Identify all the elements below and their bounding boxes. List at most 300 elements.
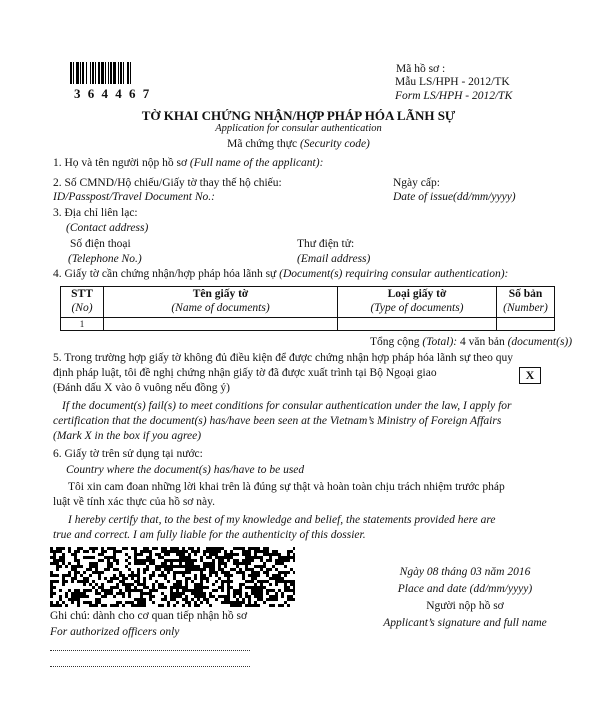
- code-module: [149, 592, 152, 595]
- code-module: [83, 583, 86, 586]
- code-module: [251, 556, 254, 559]
- code-module: [152, 595, 155, 598]
- code-module: [209, 604, 212, 607]
- code-module: [230, 574, 233, 577]
- code-module: [263, 550, 266, 553]
- code-module: [68, 562, 71, 565]
- code-module: [251, 580, 254, 583]
- code-module: [278, 577, 281, 580]
- code-module: [95, 598, 98, 601]
- code-module: [167, 559, 170, 562]
- code-module: [236, 571, 239, 574]
- code-module: [287, 586, 290, 589]
- code-module: [236, 565, 239, 568]
- note-label-en: For authorized officers only: [50, 626, 180, 638]
- code-module: [233, 604, 236, 607]
- code-module: [101, 550, 104, 553]
- code-module: [74, 592, 77, 595]
- code-module: [227, 577, 230, 580]
- table-row: [61, 317, 555, 331]
- code-module: [233, 589, 236, 592]
- code-module: [128, 583, 131, 586]
- code-module: [98, 586, 101, 589]
- code-module: [137, 580, 140, 583]
- code-module: [287, 589, 290, 592]
- code-module: [167, 568, 170, 571]
- code-module: [95, 568, 98, 571]
- code-module: [50, 580, 53, 583]
- code-module: [215, 553, 218, 556]
- code-module: [149, 556, 152, 559]
- code-module: [251, 577, 254, 580]
- officer-line-1: [50, 650, 250, 651]
- code-module: [77, 559, 80, 562]
- code-module: [224, 562, 227, 565]
- code-module: [149, 598, 152, 601]
- code-module: [146, 565, 149, 568]
- code-module: [239, 562, 242, 565]
- code-module: [200, 586, 203, 589]
- code-module: [242, 601, 245, 604]
- code-module: [185, 562, 188, 565]
- issue-date-label-en: Date of issue(dd/mm/yyyy): [393, 191, 516, 203]
- code-module: [212, 589, 215, 592]
- code-module: [89, 601, 92, 604]
- code-module: [281, 562, 284, 565]
- code-module: [227, 592, 230, 595]
- code-module: [179, 595, 182, 598]
- code-module: [56, 550, 59, 553]
- code-module: [170, 592, 173, 595]
- code-module: [125, 589, 128, 592]
- code-module: [59, 598, 62, 601]
- code-module: [152, 571, 155, 574]
- code-module: [221, 556, 224, 559]
- code-module: [98, 577, 101, 580]
- code-module: [284, 556, 287, 559]
- code-module: [80, 574, 83, 577]
- barcode-number: 3 6 4 4 6 7: [74, 86, 152, 101]
- code-module: [146, 568, 149, 571]
- code-module: [272, 604, 275, 607]
- code-module: [50, 595, 53, 598]
- code-module: [77, 592, 80, 595]
- code-module: [212, 565, 215, 568]
- code-module: [263, 601, 266, 604]
- code-module: [239, 589, 242, 592]
- code-module: [119, 550, 122, 553]
- code-module: [254, 589, 257, 592]
- code-module: [269, 559, 272, 562]
- code-module: [179, 583, 182, 586]
- code-module: [170, 565, 173, 568]
- code-module: [95, 565, 98, 568]
- code-module: [128, 589, 131, 592]
- code-module: [128, 595, 131, 598]
- code-module: [161, 592, 164, 595]
- code-module: [71, 601, 74, 604]
- code-module: [221, 601, 224, 604]
- code-module: [77, 547, 80, 550]
- code-module: [143, 601, 146, 604]
- place-date-label: Place and date (dd/mm/yyyy): [397, 583, 533, 595]
- code-module: [272, 553, 275, 556]
- code-module: [164, 586, 167, 589]
- code-module: [170, 589, 173, 592]
- code-module: [176, 565, 179, 568]
- code-module: [281, 580, 284, 583]
- code-module: [131, 589, 134, 592]
- code-module: [194, 577, 197, 580]
- code-module: [173, 586, 176, 589]
- code-module: [89, 562, 92, 565]
- applicant-label: Người nộp hồ sơ: [426, 600, 504, 612]
- code-module: [50, 556, 53, 559]
- code-module: [92, 547, 95, 550]
- code-module: [143, 562, 146, 565]
- code-module: [74, 568, 77, 571]
- code-module: [275, 592, 278, 595]
- agree-checkbox[interactable]: X: [519, 367, 541, 384]
- code-module: [290, 583, 293, 586]
- code-module: [155, 547, 158, 550]
- code-module: [287, 559, 290, 562]
- code-module: [131, 577, 134, 580]
- code-module: [275, 577, 278, 580]
- code-module: [194, 559, 197, 562]
- code-module: [209, 568, 212, 571]
- code-module: [173, 577, 176, 580]
- code-module: [272, 550, 275, 553]
- code-module: [236, 553, 239, 556]
- code-module: [215, 550, 218, 553]
- code-module: [263, 580, 266, 583]
- code-module: [218, 562, 221, 565]
- code-module: [80, 595, 83, 598]
- code-module: [113, 595, 116, 598]
- code-module: [71, 592, 74, 595]
- code-module: [251, 571, 254, 574]
- section5-line2: định pháp luật, tôi đề nghị chứng nhận giấy tờ đã được xuất trình tại Bộ Ngoại giao: [53, 367, 437, 379]
- code-module: [185, 580, 188, 583]
- code-module: [182, 574, 185, 577]
- id-field-label: 2. Số CMND/Hộ chiếu/Giấy tờ thay thế hộ chiếu:: [53, 177, 282, 189]
- code-module: [290, 598, 293, 601]
- code-module: [293, 592, 295, 595]
- code-module: [218, 565, 221, 568]
- code-module: [149, 595, 152, 598]
- page-subtitle: Application for consular authentication: [215, 123, 382, 134]
- code-module: [125, 586, 128, 589]
- code-module: [146, 547, 149, 550]
- code-module: [248, 601, 251, 604]
- code-module: [257, 571, 260, 574]
- code-module: [80, 547, 83, 550]
- code-module: [110, 577, 113, 580]
- code-module: [254, 547, 257, 550]
- code-module: [164, 547, 167, 550]
- code-module: [164, 565, 167, 568]
- code-module: [113, 568, 116, 571]
- code-module: [125, 601, 128, 604]
- code-module: [182, 553, 185, 556]
- code-module: [92, 550, 95, 553]
- code-module: [197, 565, 200, 568]
- code-module: [68, 598, 71, 601]
- code-module: [101, 553, 104, 556]
- code-module: [197, 547, 200, 550]
- code-module: [107, 547, 110, 550]
- code-module: [260, 583, 263, 586]
- code-module: [290, 589, 293, 592]
- code-module: [293, 598, 295, 601]
- code-module: [74, 553, 77, 556]
- code-module: [62, 574, 65, 577]
- code-module: [212, 553, 215, 556]
- code-module: [101, 571, 104, 574]
- code-module: [65, 574, 68, 577]
- code-module: [77, 580, 80, 583]
- code-module: [293, 556, 295, 559]
- code-module: [287, 595, 290, 598]
- code-module: [197, 595, 200, 598]
- declaration-en-line1: I hereby certify that, to the best of my knowledge and belief, the statements provided here are: [68, 514, 496, 526]
- code-module: [98, 571, 101, 574]
- code-module: [188, 568, 191, 571]
- code-module: [152, 562, 155, 565]
- code-module: [83, 577, 86, 580]
- code-module: [206, 562, 209, 565]
- code-module: [89, 547, 92, 550]
- code-module: [62, 556, 65, 559]
- code-module: [74, 565, 77, 568]
- code-module: [221, 559, 224, 562]
- code-module: [122, 595, 125, 598]
- code-module: [137, 583, 140, 586]
- code-module: [56, 562, 59, 565]
- code-module: [209, 562, 212, 565]
- code-module: [182, 598, 185, 601]
- code-module: [251, 604, 254, 607]
- code-module: [65, 565, 68, 568]
- code-module: [140, 595, 143, 598]
- code-module: [236, 601, 239, 604]
- code-module: [254, 565, 257, 568]
- code-module: [254, 574, 257, 577]
- code-module: [164, 577, 167, 580]
- table-cell: [104, 317, 338, 331]
- code-module: [134, 586, 137, 589]
- code-module: [158, 574, 161, 577]
- code-module: [77, 571, 80, 574]
- sign-date: Ngày 08 tháng 03 năm 2016: [399, 566, 531, 578]
- code-module: [53, 553, 56, 556]
- code-module: [95, 547, 98, 550]
- code-module: [110, 565, 113, 568]
- code-module: [185, 577, 188, 580]
- code-module: [266, 592, 269, 595]
- code-module: [95, 592, 98, 595]
- code-module: [137, 577, 140, 580]
- section5-en3: (Mark X in the box if you agree): [53, 430, 202, 442]
- code-module: [137, 568, 140, 571]
- code-module: [170, 562, 173, 565]
- security-code-label: Mã chứng thực (Security code): [227, 138, 370, 150]
- code-module: [290, 568, 293, 571]
- code-module: [104, 604, 107, 607]
- code-module: [173, 571, 176, 574]
- code-module: [191, 562, 194, 565]
- code-module: [89, 604, 92, 607]
- code-module: [116, 550, 119, 553]
- code-module: [188, 589, 191, 592]
- code-module: [215, 571, 218, 574]
- code-module: [197, 583, 200, 586]
- code-module: [197, 586, 200, 589]
- code-module: [188, 547, 191, 550]
- code-module: [71, 553, 74, 556]
- code-module: [158, 583, 161, 586]
- code-module: [230, 556, 233, 559]
- code-module: [248, 568, 251, 571]
- code-module: [287, 604, 290, 607]
- code-module: [167, 604, 170, 607]
- code-module: [212, 583, 215, 586]
- code-module: [80, 580, 83, 583]
- code-module: [71, 577, 74, 580]
- code-module: [179, 580, 182, 583]
- code-module: [92, 571, 95, 574]
- code-module: [248, 586, 251, 589]
- code-module: [158, 556, 161, 559]
- code-module: [209, 571, 212, 574]
- code-module: [257, 580, 260, 583]
- code-module: [176, 547, 179, 550]
- code-module: [248, 559, 251, 562]
- code-module: [137, 553, 140, 556]
- code-module: [218, 568, 221, 571]
- code-module: [218, 586, 221, 589]
- code-module: [113, 604, 116, 607]
- code-module: [113, 574, 116, 577]
- code-module: [272, 574, 275, 577]
- code-module: [263, 571, 266, 574]
- code-module: [59, 547, 62, 550]
- code-module: [254, 556, 257, 559]
- code-module: [182, 565, 185, 568]
- code-module: [260, 598, 263, 601]
- code-module: [65, 595, 68, 598]
- code-module: [209, 565, 212, 568]
- code-module: [149, 562, 152, 565]
- declaration-en-line2: true and correct. I am fully liable for the authenticity of this dossier.: [53, 529, 366, 541]
- code-module: [176, 550, 179, 553]
- code-module: [74, 577, 77, 580]
- code-module: [209, 592, 212, 595]
- code-module: [266, 568, 269, 571]
- code-module: [104, 592, 107, 595]
- code-module: [233, 547, 236, 550]
- email-label: Thư điện tử:: [297, 238, 355, 250]
- code-module: [62, 577, 65, 580]
- code-module: [251, 586, 254, 589]
- code-module: [269, 556, 272, 559]
- code-module: [173, 592, 176, 595]
- code-module: [143, 580, 146, 583]
- code-module: [89, 583, 92, 586]
- code-module: [188, 601, 191, 604]
- code-module: [263, 586, 266, 589]
- code-module: [143, 583, 146, 586]
- code-module: [245, 595, 248, 598]
- code-module: [176, 553, 179, 556]
- code-module: [206, 577, 209, 580]
- id-field-label-en: ID/Passpost/Travel Document No.:: [53, 191, 215, 203]
- code-module: [278, 580, 281, 583]
- documents-table: [60, 286, 555, 331]
- code-module: [89, 589, 92, 592]
- code-module: [50, 589, 53, 592]
- code-module: [74, 574, 77, 577]
- code-module: [197, 592, 200, 595]
- code-module: [254, 601, 257, 604]
- code-module: [74, 595, 77, 598]
- code-module: [266, 547, 269, 550]
- code-module: [143, 577, 146, 580]
- code-module: [161, 571, 164, 574]
- code-module: [53, 592, 56, 595]
- code-module: [272, 577, 275, 580]
- code-module: [80, 565, 83, 568]
- code-module: [167, 580, 170, 583]
- code-module: [179, 550, 182, 553]
- code-module: [266, 553, 269, 556]
- code-module: [113, 586, 116, 589]
- code-module: [278, 571, 281, 574]
- code-module: [149, 577, 152, 580]
- code-module: [113, 556, 116, 559]
- code-module: [137, 559, 140, 562]
- code-module: [134, 559, 137, 562]
- code-module: [197, 550, 200, 553]
- security-barcode-graphic: [50, 547, 295, 607]
- code-module: [188, 562, 191, 565]
- code-module: [68, 589, 71, 592]
- code-module: [104, 556, 107, 559]
- code-module: [83, 595, 86, 598]
- section5-en2: certification that the document(s) has/have been seen at the Vietnam’s Ministry of Foreign Affairs: [53, 415, 502, 427]
- section5-line1: 5. Trong trường hợp giấy tờ không đủ điều kiện để được chứng nhận hợp pháp hóa lãnh sự theo quy: [53, 352, 514, 364]
- code-module: [269, 595, 272, 598]
- code-module: [134, 574, 137, 577]
- code-module: [227, 601, 230, 604]
- code-module: [248, 550, 251, 553]
- code-module: [191, 565, 194, 568]
- code-module: [155, 565, 158, 568]
- code-module: [254, 577, 257, 580]
- code-module: [284, 589, 287, 592]
- code-module: [275, 562, 278, 565]
- code-module: [131, 547, 134, 550]
- code-module: [245, 553, 248, 556]
- code-module: [140, 601, 143, 604]
- code-module: [242, 574, 245, 577]
- code-module: [110, 604, 113, 607]
- declaration-vi-line1: Tôi xin cam đoan những lời khai trên là đúng sự thật và hoàn toàn chịu trách nhiệm trước pháp: [68, 481, 505, 493]
- code-module: [104, 589, 107, 592]
- code-module: [56, 559, 59, 562]
- code-module: [230, 550, 233, 553]
